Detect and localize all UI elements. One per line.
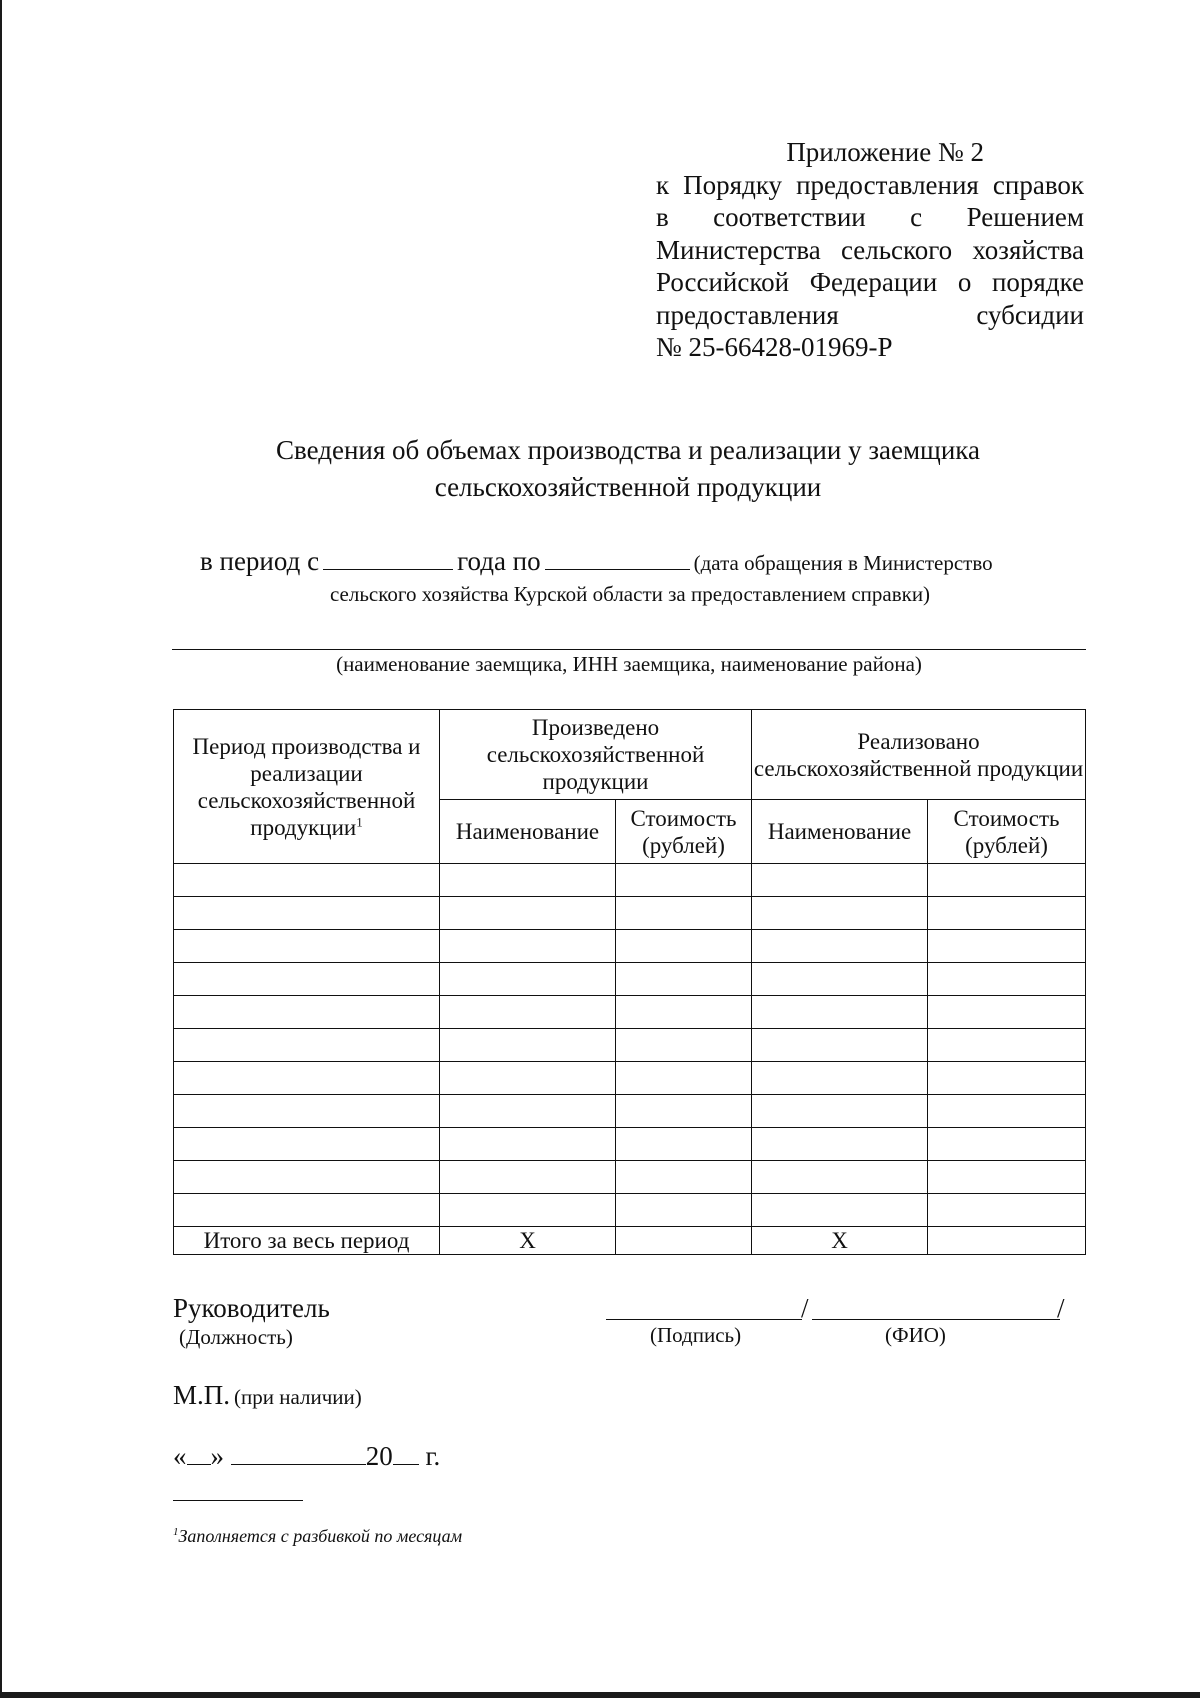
cell-sold-cost[interactable] [928,1029,1086,1062]
cell-sold-name[interactable] [752,864,928,897]
cell-sold-name[interactable] [752,1128,928,1161]
period-prefix: в период с [200,546,320,576]
date-open-quote: « [173,1441,187,1471]
cell-produced-cost[interactable] [616,996,752,1029]
date-month-field[interactable] [231,1440,366,1465]
appendix-title: Приложение № 2 [786,137,984,167]
header-produced: Произведено сельскохозяйственной продукции [440,710,752,800]
cell-sold-cost[interactable] [928,864,1086,897]
scan-left-edge [0,0,2,1698]
cell-produced-cost[interactable] [616,1029,752,1062]
period-line [200,546,1080,577]
cell-sold-cost[interactable] [928,930,1086,963]
stamp-line [173,1380,362,1411]
table-header-row [174,710,1086,800]
appendix-line: № 25-66428-01969-Р [656,332,893,362]
subheader-produced-name: Наименование [440,800,616,864]
cell-sold-cost[interactable] [928,996,1086,1029]
borrower-caption: (наименование заемщика, ИНН заемщика, наименование района) [336,652,922,676]
date-year-suffix: г. [425,1441,441,1471]
cell-sold-cost[interactable] [928,1062,1086,1095]
total-sold-cost[interactable] [928,1227,1086,1255]
cell-sold-name[interactable] [752,1194,928,1227]
cell-produced-name[interactable] [440,1161,616,1194]
appendix-line: в соответствии с Решением [656,202,1084,232]
cell-period[interactable] [174,963,440,996]
cell-sold-name[interactable] [752,1161,928,1194]
cell-produced-cost[interactable] [616,1161,752,1194]
table-total-row [174,1227,1086,1255]
footnote [173,1526,462,1547]
document-title-line: Сведения об объемах производства и реализации у заемщика [276,435,980,465]
cell-produced-name[interactable] [440,996,616,1029]
document-title-line: сельскохозяйственной продукции [434,472,822,502]
fio-field[interactable] [812,1319,1060,1320]
cell-produced-cost[interactable] [616,963,752,996]
cell-sold-cost[interactable] [928,963,1086,996]
cell-produced-cost[interactable] [616,930,752,963]
cell-period[interactable] [174,1161,440,1194]
header-period [174,710,440,864]
cell-sold-name[interactable] [752,930,928,963]
appendix-line: предоставления субсидии [656,299,1084,330]
document-title [200,432,1056,506]
cell-period[interactable] [174,897,440,930]
subheader-sold-cost: Стоимость (рублей) [928,800,1086,864]
date-line [173,1440,440,1472]
signature-slash: / [801,1293,809,1323]
cell-produced-name[interactable] [440,864,616,897]
cell-produced-cost[interactable] [616,1128,752,1161]
appendix-line: к Порядку предоставления справок [656,169,1084,200]
appendix-block [656,136,1084,364]
cell-produced-cost[interactable] [616,1095,752,1128]
cell-produced-cost[interactable] [616,1062,752,1095]
total-label: Итого за весь период [174,1227,440,1255]
subheader-sold-name: Наименование [752,800,928,864]
cell-sold-cost[interactable] [928,1194,1086,1227]
cell-produced-name[interactable] [440,1095,616,1128]
borrower-field[interactable] [172,649,1086,650]
cell-sold-cost[interactable] [928,1161,1086,1194]
cell-sold-cost[interactable] [928,897,1086,930]
period-end-field[interactable] [545,547,690,570]
cell-period[interactable] [174,1062,440,1095]
cell-produced-name[interactable] [440,1062,616,1095]
cell-sold-cost[interactable] [928,1095,1086,1128]
cell-produced-name[interactable] [440,1128,616,1161]
total-sold-name-mark: Х [752,1227,928,1255]
cell-sold-name[interactable] [752,996,928,1029]
period-note-continued: сельского хозяйства Курской области за предоставлением справки) [329,582,931,606]
date-year-field[interactable] [393,1440,419,1465]
total-produced-cost[interactable] [616,1227,752,1255]
cell-produced-name[interactable] [440,930,616,963]
date-day-field[interactable] [187,1440,211,1465]
table-row [174,996,1086,1029]
stamp-label: М.П. [173,1380,231,1410]
header-sold: Реализовано сельскохозяйственной продукции [752,710,1086,800]
cell-sold-name[interactable] [752,897,928,930]
cell-produced-name[interactable] [440,1029,616,1062]
table-row [174,930,1086,963]
footnote-ref: 1 [356,813,363,829]
footnote-mark: 1 [173,1526,179,1538]
subheader-produced-cost: Стоимость (рублей) [616,800,752,864]
cell-period[interactable] [174,930,440,963]
cell-produced-name[interactable] [440,1194,616,1227]
cell-produced-cost[interactable] [616,864,752,897]
cell-period[interactable] [174,1128,440,1161]
date-year-prefix: 20 [365,1441,393,1471]
cell-produced-name[interactable] [440,897,616,930]
cell-period[interactable] [174,996,440,1029]
table-row [174,864,1086,897]
cell-sold-name[interactable] [752,963,928,996]
cell-sold-cost[interactable] [928,1128,1086,1161]
stamp-note: (при наличии) [234,1385,362,1409]
position-caption: (Должность) [179,1325,293,1349]
signature-role: Руководитель [173,1293,330,1323]
table-row [174,1128,1086,1161]
signature-field[interactable] [606,1319,802,1320]
header-period-text: Период производства и реализации сельскохозяйственной продукции [192,733,421,840]
appendix-line: Министерства сельского хозяйства [656,234,1084,265]
fio-slash: / [1057,1293,1065,1323]
cell-produced-cost[interactable] [616,897,752,930]
period-start-field[interactable] [323,547,453,570]
table-row [174,1062,1086,1095]
period-middle: года по [457,546,541,576]
fio-caption: (ФИО) [885,1323,946,1347]
appendix-line: Российской Федерации о порядке [656,267,1084,297]
period-note: (дата обращения в Министерство [693,551,993,575]
signature-caption: (Подпись) [650,1323,742,1347]
cell-sold-name[interactable] [752,1095,928,1128]
signature-role-block [173,1293,330,1350]
production-table [173,709,1086,1255]
scan-bottom-edge [0,1692,1200,1698]
footnote-rule [173,1500,303,1501]
cell-period[interactable] [174,1194,440,1227]
table-row [174,1029,1086,1062]
table-row [174,1161,1086,1194]
date-close-quote: » [210,1441,224,1471]
table-row [174,1095,1086,1128]
cell-period[interactable] [174,1095,440,1128]
cell-sold-name[interactable] [752,1029,928,1062]
cell-period[interactable] [174,864,440,897]
cell-produced-name[interactable] [440,963,616,996]
cell-period[interactable] [174,1029,440,1062]
table-row [174,897,1086,930]
table-row [174,1194,1086,1227]
cell-produced-cost[interactable] [616,1194,752,1227]
footnote-text: Заполняется с разбивкой по месяцам [178,1526,463,1546]
total-produced-name-mark: Х [440,1227,616,1255]
table-row [174,963,1086,996]
cell-sold-name[interactable] [752,1062,928,1095]
